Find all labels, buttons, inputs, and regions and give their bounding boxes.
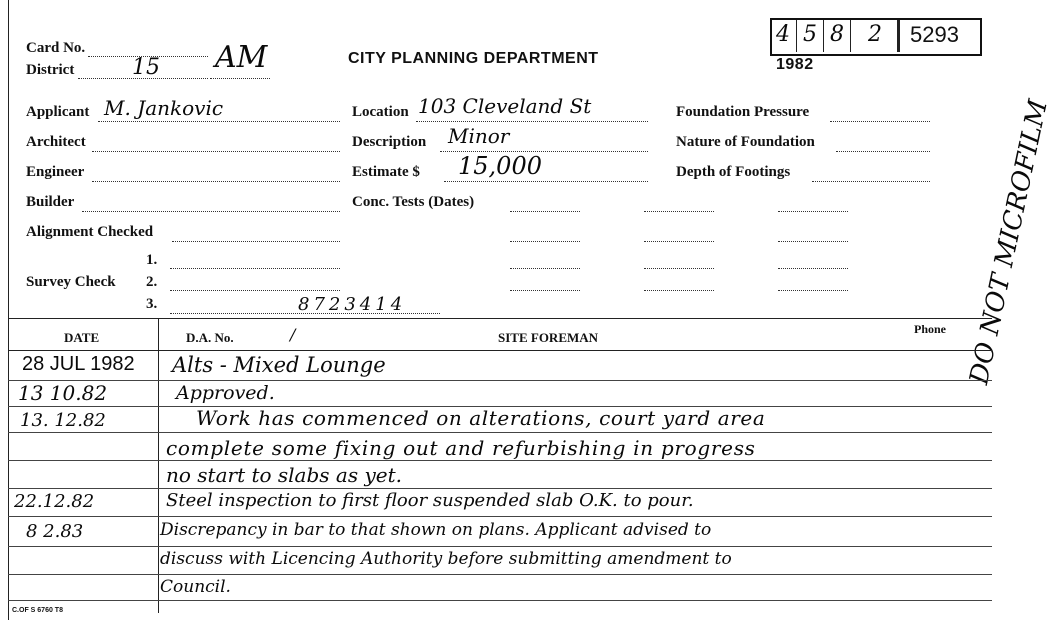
left-border — [8, 0, 9, 620]
foundation-pressure-label: Foundation Pressure — [676, 104, 810, 120]
nature-line — [836, 151, 930, 152]
card-no-label: Card No. — [26, 40, 86, 56]
row-9-text: Council. — [160, 577, 231, 597]
row-7-date: 8 2.83 — [26, 521, 84, 542]
row-1-date: 28 JUL 1982 — [22, 353, 135, 375]
district-label: District — [26, 62, 75, 78]
table-top-rule — [8, 318, 992, 319]
survey-label: Survey Check — [26, 274, 116, 290]
row-8-text: discuss with Licencing Authority before submitting amendment to — [160, 549, 732, 569]
architect-line — [92, 151, 340, 152]
ruled-line-4 — [8, 460, 992, 461]
row-2-date: 13 10.82 — [18, 381, 108, 405]
estimate-label: Estimate $ — [352, 164, 420, 180]
site-foreman-header: SITE FOREMAN — [498, 330, 599, 345]
applicant-line — [98, 121, 340, 122]
phone-header: Phone — [914, 322, 947, 336]
conc-line-5 — [644, 211, 714, 212]
ruled-line-5 — [8, 488, 992, 489]
box-div-3 — [850, 20, 851, 52]
depth-of-footings-label: Depth of Footings — [676, 164, 791, 180]
conc-line-11 — [778, 268, 848, 269]
applicant-label: Applicant — [26, 104, 90, 120]
conc-tests-label: Conc. Tests (Dates) — [352, 194, 475, 210]
row-2-text: Approved. — [176, 382, 275, 404]
foundation-pressure-line — [830, 121, 930, 122]
survey-line-1 — [170, 268, 340, 269]
date-col-divider — [158, 318, 159, 613]
box-digit-1: 4 — [776, 22, 790, 47]
survey-value: 8723414 — [298, 294, 407, 315]
engineer-line — [92, 181, 340, 182]
builder-line — [82, 211, 340, 212]
margin-note: DO NOT MICROFILM — [964, 97, 1054, 388]
row-6-date: 22.12.82 — [14, 491, 95, 512]
builder-label: Builder — [26, 194, 75, 210]
box-digit-4: 2 — [868, 22, 882, 47]
conc-line-10 — [778, 241, 848, 242]
row-7-text: Discrepancy in bar to that shown on plans. Applicant advised to — [160, 520, 712, 540]
box-digit-3: 8 — [830, 22, 844, 47]
description-label: Description — [352, 134, 427, 150]
alignment-line — [172, 241, 340, 242]
box-div-1 — [796, 20, 797, 52]
nature-of-foundation-label: Nature of Foundation — [676, 134, 815, 150]
box-div-4 — [897, 20, 900, 52]
year: 1982 — [776, 56, 814, 73]
ruled-line-7 — [8, 546, 992, 547]
ruled-line-8 — [8, 574, 992, 575]
row-1-text: Alts - Mixed Lounge — [172, 353, 386, 377]
location-value: 103 Cleveland St — [418, 94, 592, 118]
conc-line-1 — [510, 211, 580, 212]
da-mark: / — [290, 325, 296, 344]
alignment-label: Alignment Checked — [26, 224, 154, 240]
row-6-text: Steel inspection to first floor suspended slab O.K. to pour. — [166, 490, 694, 511]
conc-line-6 — [644, 241, 714, 242]
ruled-line-1 — [8, 380, 992, 381]
description-value: Minor — [448, 124, 510, 148]
box-digit-2: 5 — [803, 22, 817, 47]
card-no-value: AM — [215, 40, 268, 75]
conc-line-2 — [510, 241, 580, 242]
table-header-rule — [8, 350, 992, 351]
row-3-text: Work has commenced on alterations, court yard area — [196, 406, 766, 430]
survey-num-3: 3. — [146, 296, 158, 312]
department-title: CITY PLANNING DEPARTMENT — [348, 50, 599, 67]
engineer-label: Engineer — [26, 164, 85, 180]
estimate-line — [444, 181, 648, 182]
ruled-line-3 — [8, 432, 992, 433]
district-value: 15 — [132, 55, 160, 80]
da-header: D.A. No. — [186, 330, 234, 345]
conc-line-8 — [644, 290, 714, 291]
ruled-line-9 — [8, 600, 992, 601]
row-3-date: 13. 12.82 — [20, 410, 106, 431]
conc-line-12 — [778, 290, 848, 291]
row-5-text: no start to slabs as yet. — [166, 463, 402, 487]
survey-num-2: 2. — [146, 274, 158, 290]
applicant-value: M. Jankovic — [104, 96, 224, 120]
conc-line-4 — [510, 290, 580, 291]
conc-line-7 — [644, 268, 714, 269]
location-line — [416, 121, 648, 122]
location-label: Location — [352, 104, 409, 120]
depth-line — [812, 181, 930, 182]
card-no-line-2 — [210, 78, 270, 79]
box-main-number: 5293 — [910, 22, 959, 47]
survey-num-1: 1. — [146, 252, 158, 268]
box-div-2 — [823, 20, 824, 52]
estimate-value: 15,000 — [458, 152, 542, 180]
footer-code: C.OF S 6760 T8 — [12, 607, 63, 614]
conc-line-9 — [778, 211, 848, 212]
survey-line-2 — [170, 290, 340, 291]
architect-label: Architect — [26, 134, 86, 150]
conc-line-3 — [510, 268, 580, 269]
ruled-line-6 — [8, 516, 992, 517]
row-4-text: complete some fixing out and refurbishing in progress — [166, 436, 756, 460]
date-header: DATE — [64, 330, 100, 345]
